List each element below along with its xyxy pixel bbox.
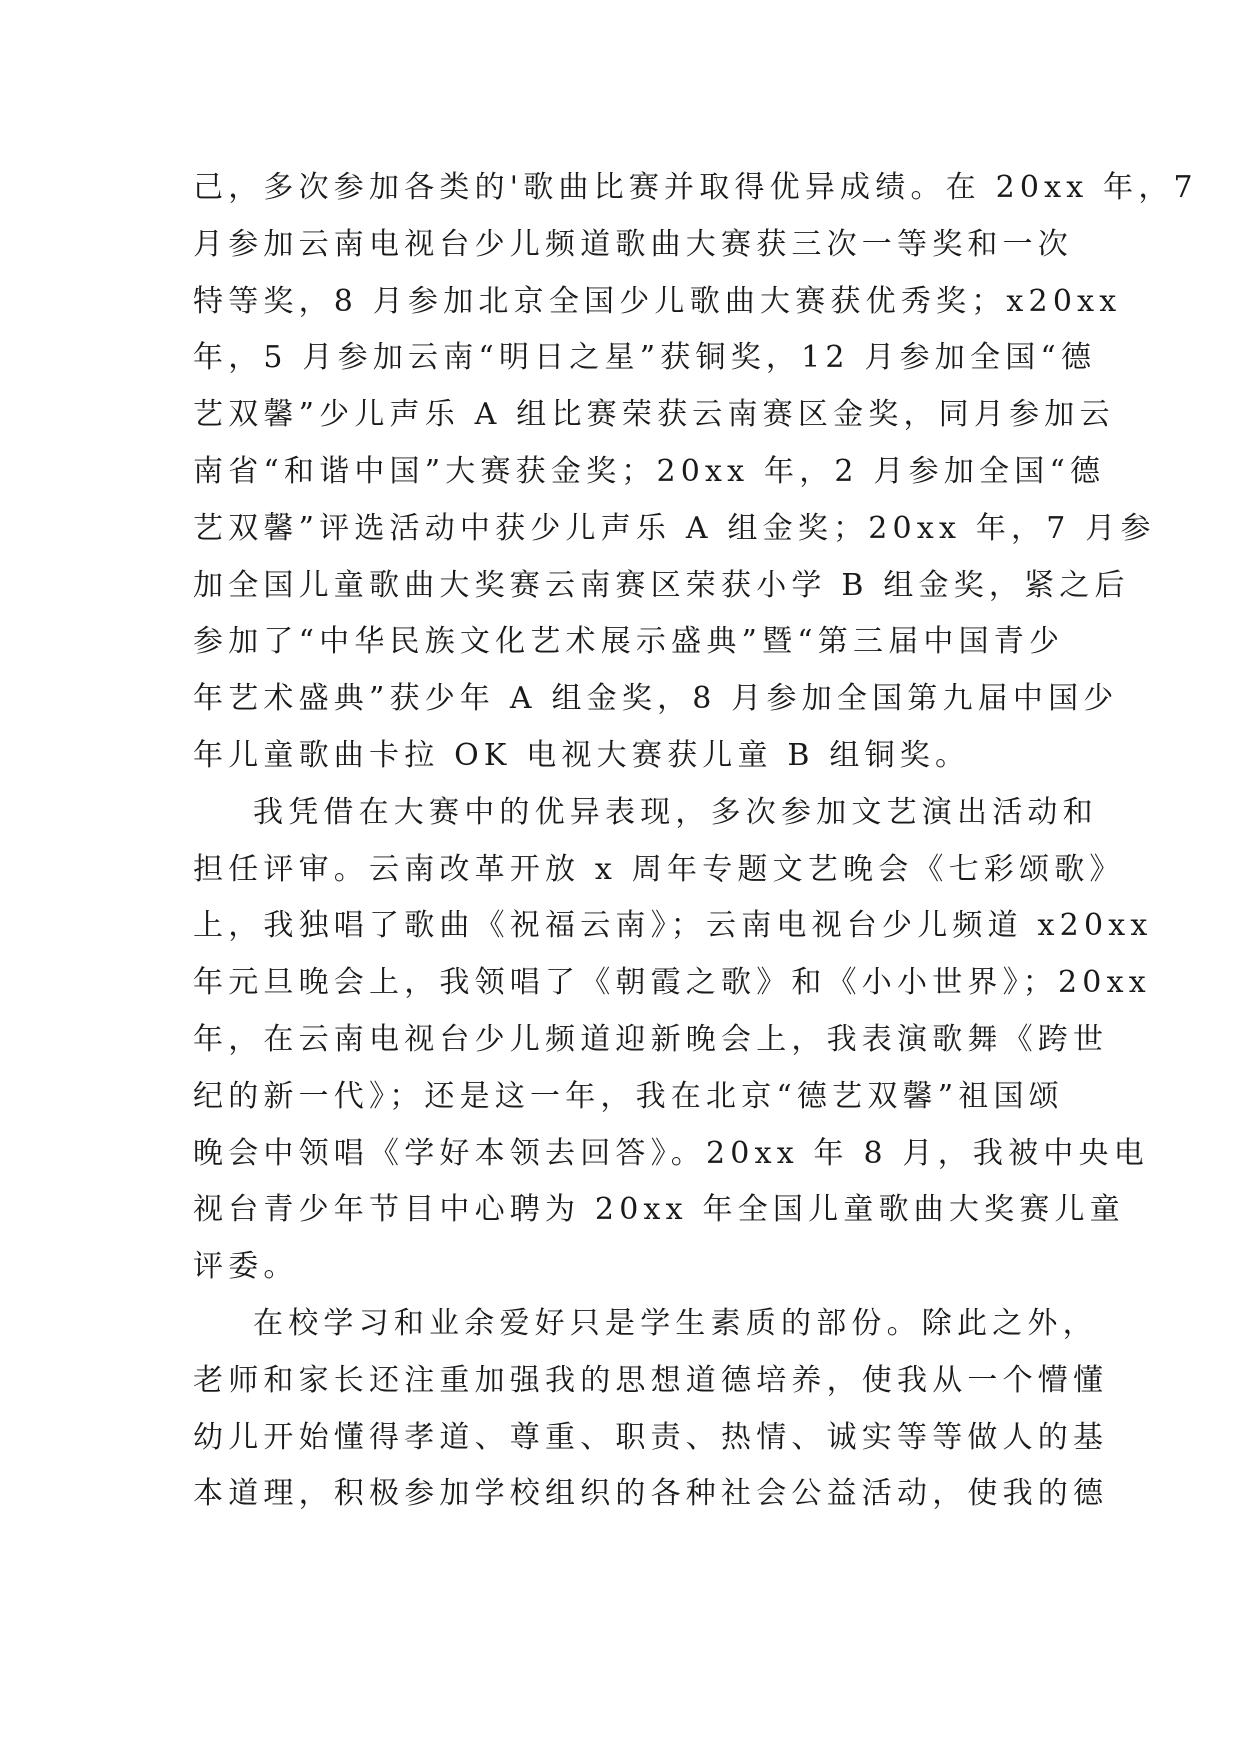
body-text — [193, 160, 1198, 1523]
text-line: 月参加云南电视台少儿频道歌曲大赛获三次一等奖和一次 — [193, 226, 1073, 262]
text-line: 年元旦晚会上，我领唱了《朝霞之歌》和《小小世界》；20xx — [193, 965, 1151, 1001]
text-line: 特等奖，8 月参加北京全国少儿歌曲大赛获优秀奖；x20xx — [193, 283, 1122, 319]
text-line: 晚会中领唱《学好本领去回答》。20xx 年 8 月，我被中央电 — [193, 1135, 1149, 1171]
paragraph-awards — [193, 160, 1198, 785]
text-line: 本道理，积极参加学校组织的各种社会公益活动，使我的德 — [193, 1476, 1109, 1512]
text-line: 己，多次参加各类的'歌曲比赛并取得优异成绩。在 20xx 年，7 — [193, 170, 1198, 205]
text-line: 参加了“中华民族文化艺术展示盛典”暨“第三届中国青少 — [193, 624, 1065, 660]
text-line: 上，我独唱了歌曲《祝福云南》；云南电视台少儿频道 x20xx — [193, 908, 1153, 944]
text-line: 年，在云南电视台少儿频道迎新晚会上，我表演歌舞《跨世 — [193, 1021, 1109, 1057]
text-line: 年，5 月参加云南“明日之星”获铜奖，12 月参加全国“德 — [193, 340, 1097, 376]
text-line: 艺双馨”少儿声乐 A 组比赛荣获云南赛区金奖，同月参加云 — [193, 397, 1115, 433]
paragraph-character — [193, 1296, 1109, 1523]
text-line: 担任评审。云南改革开放 x 周年专题文艺晚会《七彩颂歌》 — [193, 851, 1125, 887]
text-line: 我凭借在大赛中的优异表现，多次参加文艺演出活动和 — [253, 794, 1098, 830]
text-line: 艺双馨”评选活动中获少儿声乐 A 组金奖；20xx 年，7 月参 — [193, 510, 1156, 546]
text-line: 南省“和谐中国”大赛获金奖；20xx 年，2 月参加全国“德 — [193, 453, 1106, 489]
text-line: 在校学习和业余爱好只是学生素质的部份。除此之外， — [253, 1305, 1098, 1341]
text-line: 纪的新一代》；还是这一年，我在北京“德艺双馨”祖国颂 — [193, 1078, 1064, 1114]
text-line: 加全国儿童歌曲大奖赛云南赛区荣获小学 B 组金奖，紧之后 — [193, 567, 1130, 603]
text-line: 老师和家长还注重加强我的思想道德培养，使我从一个懵懂 — [193, 1362, 1109, 1398]
text-line: 年儿童歌曲卡拉 OK 电视大赛获儿童 B 组铜奖。 — [193, 737, 971, 773]
text-line: 年艺术盛典”获少年 A 组金奖，8 月参加全国第九届中国少 — [193, 681, 1119, 717]
text-line: 幼儿开始懂得孝道、尊重、职责、热情、诚实等等做人的基 — [193, 1419, 1109, 1455]
text-line: 评委。 — [193, 1249, 299, 1285]
paragraph-performances — [193, 785, 1153, 1296]
text-line: 视台青少年节目中心聘为 20xx 年全国儿童歌曲大奖赛儿童 — [193, 1192, 1125, 1228]
